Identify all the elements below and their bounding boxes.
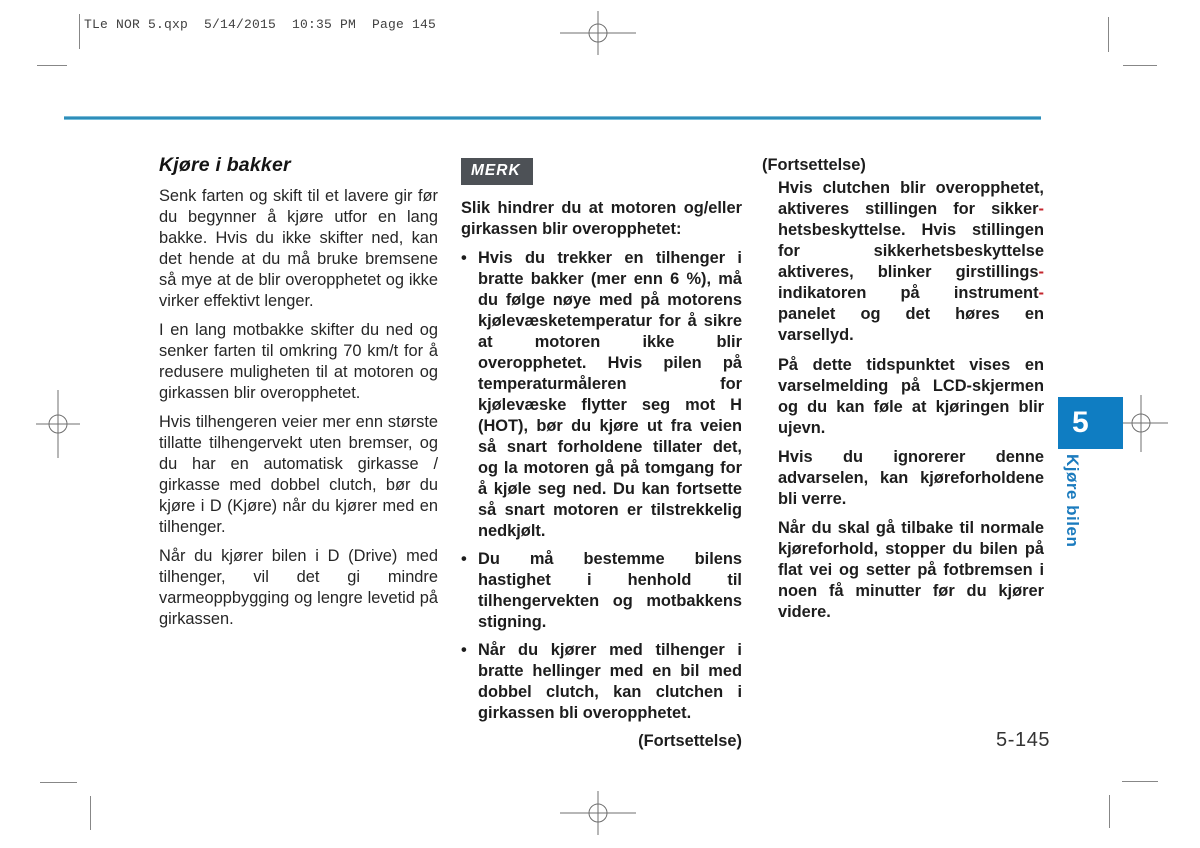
section-heading: Kjøre i bakker — [159, 154, 291, 176]
text-line: aktiveres, blinker girstillings- — [778, 263, 1044, 281]
paragraph: I en lang motbakke skifter du ned og senker farten til omkring 70 km/t for å redusere muligheten til at motoren og girkassen blir overopphetet. — [159, 321, 438, 402]
registration-mark-icon — [560, 11, 636, 55]
column-continuation — [762, 155, 1044, 631]
registration-mark-icon — [560, 791, 636, 835]
note-bullet — [461, 248, 742, 542]
chapter-title-vertical: Kjøre bilen — [1063, 454, 1082, 548]
paragraph: Hvis du ignorerer denne advarselen, kan kjøreforholdene bli verre. — [778, 448, 1044, 508]
chapter-tab — [1058, 397, 1123, 449]
page-number: 5-145 — [996, 729, 1051, 751]
text-line: for sikkerhetsbeskyttelse — [778, 242, 1044, 260]
note-bullet — [461, 549, 742, 633]
crop-mark — [1109, 795, 1110, 828]
text-line: hetsbeskyttelse. Hvis stillingen — [778, 221, 1044, 239]
paragraph: Hvis tilhengeren veier mer enn største tillatte tilhengervekt uten bremser, og du har en automatisk girkasse / girkasse med dobbel clutch, bør du kjøre i D (Kjøre) når du kjører med en tilhenger. — [159, 413, 438, 536]
paragraph: På dette tidspunktet vises en varselmelding på LCD-skjermen og du kan føle at kjøringen blir ujevn. — [778, 356, 1044, 437]
registration-mark-icon — [36, 390, 80, 458]
continuation-label: (Fortsettelse) — [762, 156, 866, 174]
chapter-tab-number: 5 — [1072, 406, 1089, 439]
text-line: Hvis clutchen blir overopphetet, — [778, 179, 1044, 197]
note-bullet — [461, 640, 742, 724]
text-line: panelet og det høres en — [778, 305, 1044, 323]
red-hyphen: - — [1038, 263, 1044, 281]
bullet-marker: • — [461, 550, 467, 568]
crop-mark — [90, 796, 91, 830]
red-hyphen: - — [1038, 200, 1044, 218]
bullet-marker: • — [461, 641, 467, 659]
crop-mark — [40, 782, 77, 783]
bullet-text: Hvis du trekker en tilhenger i bratte bakker (mer enn 6 %), må du følge nøye med på motorens kjølevæsketemperatur for å sikre at motoren ikke blir overopphetet. Hvis pilen på temperaturmåleren for kjølevæske flytter seg mot H (HOT), bør du kjøre ut fra veien så snart forholdene tillater det, og la motoren gå på tomgang for å kjøle seg ned. Du kan fortsette så snart motoren er tilstrekkelig nedkjølt. — [478, 249, 742, 540]
crop-mark — [79, 14, 80, 49]
bullet-text: Når du kjører med tilhenger i bratte hellinger med en bil med dobbel clutch, kan clutchen i girkassen bli overopphetet. — [478, 641, 742, 722]
red-hyphen: - — [1038, 284, 1044, 302]
bullet-marker: • — [461, 249, 467, 267]
continuation-label: (Fortsettelse) — [638, 732, 742, 750]
note-intro: Slik hindrer du at motoren og/eller girkassen blir overopphetet: — [461, 199, 742, 238]
print-slug: TLe NOR 5.qxp 5/14/2015 10:35 PM Page 145 — [84, 17, 437, 32]
paragraph: Når du skal gå tilbake til normale kjøreforhold, stopper du bilen på flat vei og setter på fotbremsen i noen få minutter før du kjører videre. — [778, 519, 1044, 621]
column-note — [461, 155, 742, 752]
note-badge: MERK — [461, 158, 533, 185]
text-line: indikatoren på instrument- — [778, 284, 1044, 302]
header-rule — [64, 116, 1041, 120]
overheat-paragraph-lines — [778, 178, 1044, 346]
crop-mark — [1122, 781, 1158, 782]
paragraph: Når du kjører bilen i D (Drive) med tilhenger, vil det gi mindre varmeoppbygging og lengre levetid på girkassen. — [159, 547, 438, 628]
crop-mark — [1108, 17, 1109, 52]
column-driving-hills — [159, 155, 438, 638]
paragraph: Senk farten og skift til et lavere gir før du begynner å kjøre utfor en lang bakke. Hvis du ikke skifter ned, kan det hende at du må bruke bremsene så mye at de blir overopphetet og ikke virker effektivt lenger. — [159, 187, 438, 310]
text-line: aktiveres stillingen for sikker- — [778, 200, 1044, 218]
crop-mark — [37, 65, 67, 66]
bullet-text: Du må bestemme bilens hastighet i henhold til tilhengervekten og motbakkens stigning. — [478, 550, 742, 631]
text-line: varsellyd. — [778, 326, 854, 344]
crop-mark — [1123, 65, 1157, 66]
